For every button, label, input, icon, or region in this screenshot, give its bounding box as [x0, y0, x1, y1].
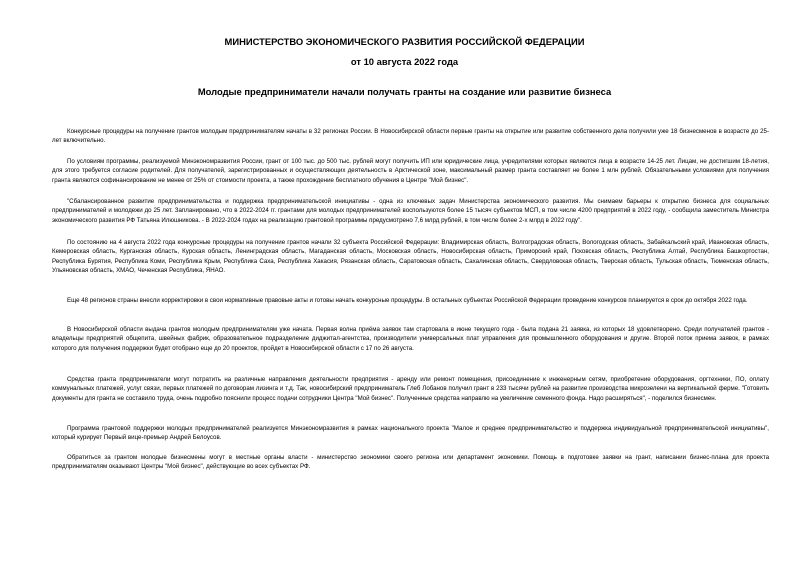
- paragraph-7: Средства гранта предприниматели могут потратить на различные направления деятельности предприятия - аренду или ремонт помещения, присоединение к инженерным сетям, приобретение оборудования, оргтехники, ПО, оплату коммунальных платежей, услуг связи, первых платежей по договорам лизинга и т.д. Так, новосибирский предприниматель Глеб Лобанов получил грант в 233 тысячи рублей на развитие производства микрозелени на вертикальной ферме. "Готовить документы для гранта не составило труда, очень подробно пояснили процесс подачи сотрудники Центра "Мой бизнес". Полученные средства направлю на увеличение семенного фонда. Надо расширяться", - поделился бизнесмен.: [52, 376, 769, 402]
- ministry-heading: МИНИСТЕРСТВО ЭКОНОМИЧЕСКОГО РАЗВИТИЯ РОССИЙСКОЙ ФЕДЕРАЦИИ: [224, 36, 585, 47]
- paragraph-9: Обратиться за грантом молодые бизнесмены могут в местные органы власти - министерство экономики своего региона или департамент экономики. Помощь в подготовке заявки на грант, написании бизнес-плана для проекта предпринимателям оказывают Центры "Мой бизнес", действующие во всех субъектах РФ.: [52, 454, 769, 471]
- document-date: от 10 августа 2022 года: [350, 56, 459, 67]
- paragraph-6: В Новосибирской области выдача грантов молодым предпринимателям уже начата. Первая волна приёма заявок там стартовала в июне текущего года - была подана 21 заявка, из которых 18 удовлетворено. Среди получателей грантов - владельцы предприятий общепита, швейных фабрик, образовательное подразделение диджитал-агентства, производители универсальных плат управления для промышленного оборудования и другие. Второй поток приема заявок, в рамках которого для получения поддержки будет отобрано еще до 20 проектов, пройдет в Новосибирской области с 17 по 26 августа.: [52, 326, 769, 352]
- paragraph-8: Программа грантовой поддержки молодых предпринимателей реализуется Минэкономразвития в рамках национального проекта "Малое и среднее предпринимательство и поддержка индивидуальной предпринимательской инициативы", который курирует Первый вице-премьер Андрей Белоусов.: [52, 425, 769, 442]
- document-title: Молодые предприниматели начали получать гранты на создание или развитие бизнеса: [197, 86, 612, 97]
- paragraph-1: Конкурсные процедуры на получение грантов молодым предпринимателям начаты в 32 регионах России. В Новосибирской области первые гранты на открытие или развитие собственного дела получили уже 18 бизнесменов в возрасте до 25-лет включительно.: [52, 128, 769, 145]
- paragraph-5: Еще 48 регионов страны внесли корректировки в свои нормативные правовые акты и готовы начать конкурсные процедуры. В остальных субъектах Российской Федерации проведение конкурсов планируется в срок до октября 2022 года.: [67, 297, 748, 304]
- paragraph-2: По условиям программы, реализуемой Минэкономразвития России, грант от 100 тыс. до 500 тыс. рублей могут получить ИП или юридические лица, учредителями которых являются лица в возрасте 14-25 лет. Лицам, не достигшим 18-летия, для этого требуется согласие родителей. Для получателей, зарегистрированных и осуществляющих деятельность в Арктической зоне, максимальный размер гранта составляет не более 1 млн рублей. Обязательными условиями для получения гранта являются софинансирование не менее от 25% от стоимости проекта, а также прохождение бесплатного обучения в Центре "Мой бизнес".: [52, 158, 769, 184]
- paragraph-3: "Сбалансированное развитие предпринимательства и поддержка предпринимательской инициативы - одна из ключевых задач Министерства экономического развития. Мы снимаем барьеры к открытию бизнеса для социальных предпринимателей и молодежи до 25 лет. Запланировано, что в 2022-2024 гг. грантами для молодых предпринимателей воспользуются более 15 тысяч субъектов МСП, в том числе 4200 предприятий в 2022 году, - сообщила заместитель Министра экономического развития РФ Татьяна Илюшникова. - В 2022-2024 годах на реализацию грантовой программы предусмотрено 7,6 млрд рублей, в том числе более 2-х млрд в 2022 году".: [52, 198, 769, 224]
- paragraph-4: По состоянию на 4 августа 2022 года конкурсные процедуры на получение грантов начали 32 субъекта Российской Федерации: Владимирская область, Волгоградская область, Вологодская область, Забайкальский край, Ивановская область, Кемеровская область, Курганская область, Курская область, Ленинградская область, Магаданская область, Московская область, Новосибирская область, Приморский край, Псковская область, Республика Алтай, Республика Башкортостан, Республика Бурятия, Республика Коми, Республика Крым, Республика Саха, Республика Хакасия, Рязанская область, Саратовская область, Сахалинская область, Свердловская область, Тверская область, Тульская область, Тюменская область, Ульяновская область, ХМАО, Чеченская Республика, ЯНАО.: [52, 239, 769, 275]
